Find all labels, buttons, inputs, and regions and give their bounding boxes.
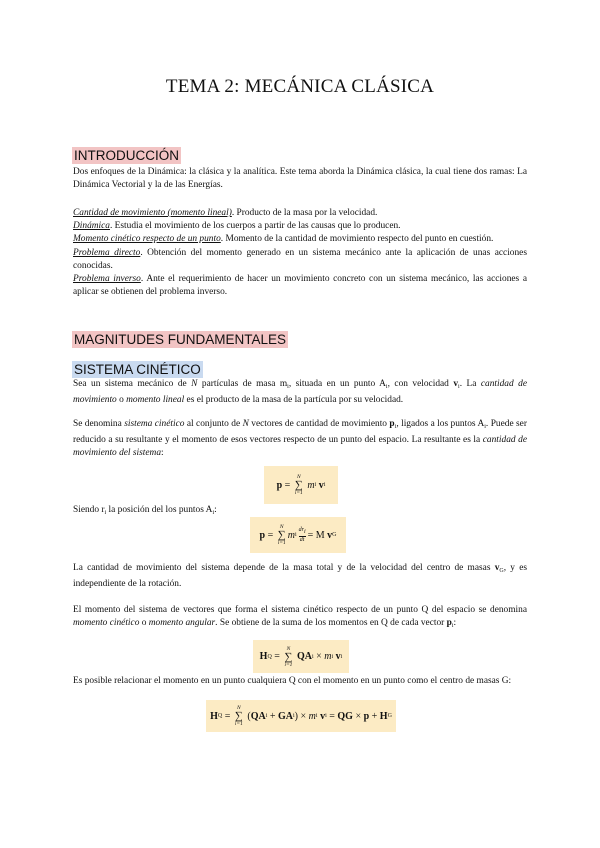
definition-term: Cantidad de movimiento (momento lineal) <box>73 208 232 218</box>
sistema-paragraph-1: Sea un sistema mecánico de N partículas de masa $m_i$, situada en un punto $A_i$, con velocidad $v_i$. La cantidad de movimiento o momento lineal es el producto de la masa de la partícula por su velocidad. <box>73 379 528 406</box>
section-heading-magnitudes: MAGNITUDES FUNDAMENTALES <box>74 332 287 347</box>
definition-text: . Obtención del momento generado en un sistema mecánico ante la aplicación de unas acciones conocidas. <box>73 247 527 271</box>
definition-item <box>73 207 527 220</box>
sistema-paragraph-3: Siendo $r_i$ la posición del los puntos $A_i$: <box>73 505 217 516</box>
sistema-paragraph-5: El momento del sistema de vectores que forma el sistema cinético respecto de un punto Q del espacio se denomina momento cinético o momento angular. Se obtiene de la suma de los momentos en Q de cada vector $p_i$: <box>73 605 527 630</box>
sistema-paragraph-4: La cantidad de movimiento del sistema depende de la masa total y de la velocidad del centro de masas $v_G$, y es independiente de la rotación. <box>73 563 527 590</box>
equation-momentum-center: p = N ∑ i=1 m i $\frac{dr_i}{dt}$ = M v G <box>250 517 346 553</box>
definition-term: Problema inverso <box>73 274 141 285</box>
equation-angular-momentum-g: H Q = N ∑ i=1 ( QA i + GA i ) × m i v i = QG × p + H G <box>206 700 396 732</box>
definition-item <box>73 247 527 273</box>
definition-term: Momento cinético respecto de un punto <box>73 234 221 245</box>
definition-text: . Estudia el movimiento de los cuerpos a partir de las causas que lo producen. <box>109 221 401 232</box>
definition-text: . Producto de la masa por la velocidad. <box>231 208 378 218</box>
definition-text: . Momento de la cantidad de movimiento respecto del punto en cuestión. <box>220 234 494 245</box>
sistema-paragraph-6: Es posible relacionar el momento en un punto cualquiera Q con el momento en un punto como el centro de masas G: <box>73 676 512 686</box>
definition-text: . Ante el requerimiento de hacer un movimiento concreto con un sistema mecánico, las acciones a aplicar se obtienen del problema inverso. <box>73 274 527 298</box>
intro-paragraph: Dos enfoques de la Dinámica: la clásica y la analítica. Este tema aborda la Dinámica clásica, la cual tiene dos ramas: La Dinámica Vectorial y la de las Energías. <box>73 167 527 191</box>
subsection-heading-sistema-cinetico: SISTEMA CINÉTICO <box>74 362 201 377</box>
definition-item <box>73 273 527 299</box>
definition-term: Problema directo <box>73 247 141 258</box>
definition-list <box>73 207 527 299</box>
definition-term: Dinámica <box>73 221 110 232</box>
sistema-paragraph-2: Se denomina sistema cinético al conjunto de N vectores de cantidad de movimiento $p_i$, ligados a los puntos $A_i$. Puede ser reducido a su resultante y el momento de esos vectores respecto de un punto del espacio. La resultante es la cantidad de movimiento del sistema: <box>73 419 527 459</box>
section-heading-introduccion: INTRODUCCIÓN <box>74 148 179 163</box>
equation-angular-momentum: H Q = N ∑ i=1 QA i × m i v i <box>253 640 349 673</box>
page-title: TEMA 2: MECÁNICA CLÁSICA <box>165 76 435 97</box>
definition-item <box>73 233 527 246</box>
summation-symbol: N ∑ i=1 <box>294 474 303 496</box>
definition-item <box>73 220 527 233</box>
equation-momentum: p = N ∑ i=1 m i v i <box>264 466 338 504</box>
